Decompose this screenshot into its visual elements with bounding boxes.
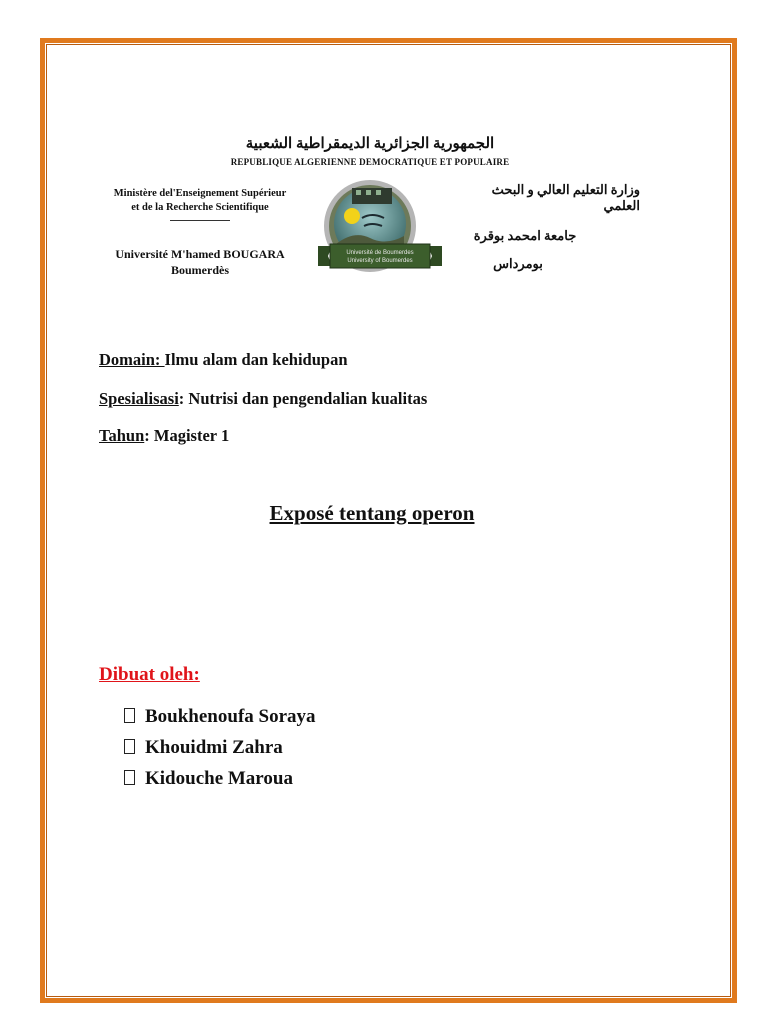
city-arabic: بومرداس — [493, 256, 543, 271]
made-by-heading — [99, 664, 214, 686]
domain-value: Ilmu alam dan kehidupan — [164, 350, 348, 369]
divider — [170, 220, 230, 221]
ministry-arabic: وزارة التعليم العالي و البحث العلمي — [491, 182, 640, 213]
bullet-box-icon — [124, 708, 135, 723]
specialization-line — [99, 389, 427, 409]
year-label: Tahun — [99, 426, 145, 445]
list-item — [124, 766, 316, 797]
letterhead — [110, 130, 640, 320]
list-item — [124, 735, 316, 766]
domain-line — [99, 350, 348, 370]
republic-arabic: الجمهورية الجزائرية الديمقراطية الشعبية — [245, 136, 495, 152]
specialization-value: : Nutrisi dan pengendalian kualitas — [178, 389, 428, 408]
author-name: Khouidmi Zahra — [145, 737, 283, 758]
author-name: Kidouche Maroua — [145, 768, 293, 789]
bullet-box-icon — [124, 739, 135, 754]
domain-label: Domain: — [99, 350, 165, 369]
year-line — [99, 426, 229, 446]
bullet-box-icon — [124, 770, 135, 785]
republic-french: REPUBLIQUE ALGERIENNE DEMOCRATIQUE ET POPULAIRE — [230, 157, 510, 167]
year-value: : Magister 1 — [144, 426, 230, 445]
university-city: Boumerdès — [171, 263, 229, 277]
seal-banner-text-2: University of Boumerdes — [347, 258, 413, 264]
author-list — [124, 704, 316, 797]
document-title — [0, 501, 768, 526]
seal-banner — [318, 242, 442, 270]
university-arabic: جامعة امحمد بوقرة — [473, 228, 577, 243]
list-item — [124, 704, 316, 735]
seal-banner-text-1: Université de Boumerdes — [346, 250, 414, 256]
specialization-label: Spesialisasi — [99, 389, 179, 408]
ministry-french — [110, 187, 290, 227]
title-text: Exposé tentang operon — [269, 501, 475, 525]
ministry-line-2: et de la Recherche Scientifique — [131, 202, 269, 213]
author-name: Boukhenoufa Soraya — [145, 706, 316, 727]
university-name: Université M'hamed BOUGARA — [115, 247, 285, 261]
made-by-text: Dibuat oleh: — [99, 664, 200, 685]
university-french — [110, 246, 290, 278]
ministry-line-1: Ministère del'Enseignement Supérieur — [113, 188, 287, 199]
